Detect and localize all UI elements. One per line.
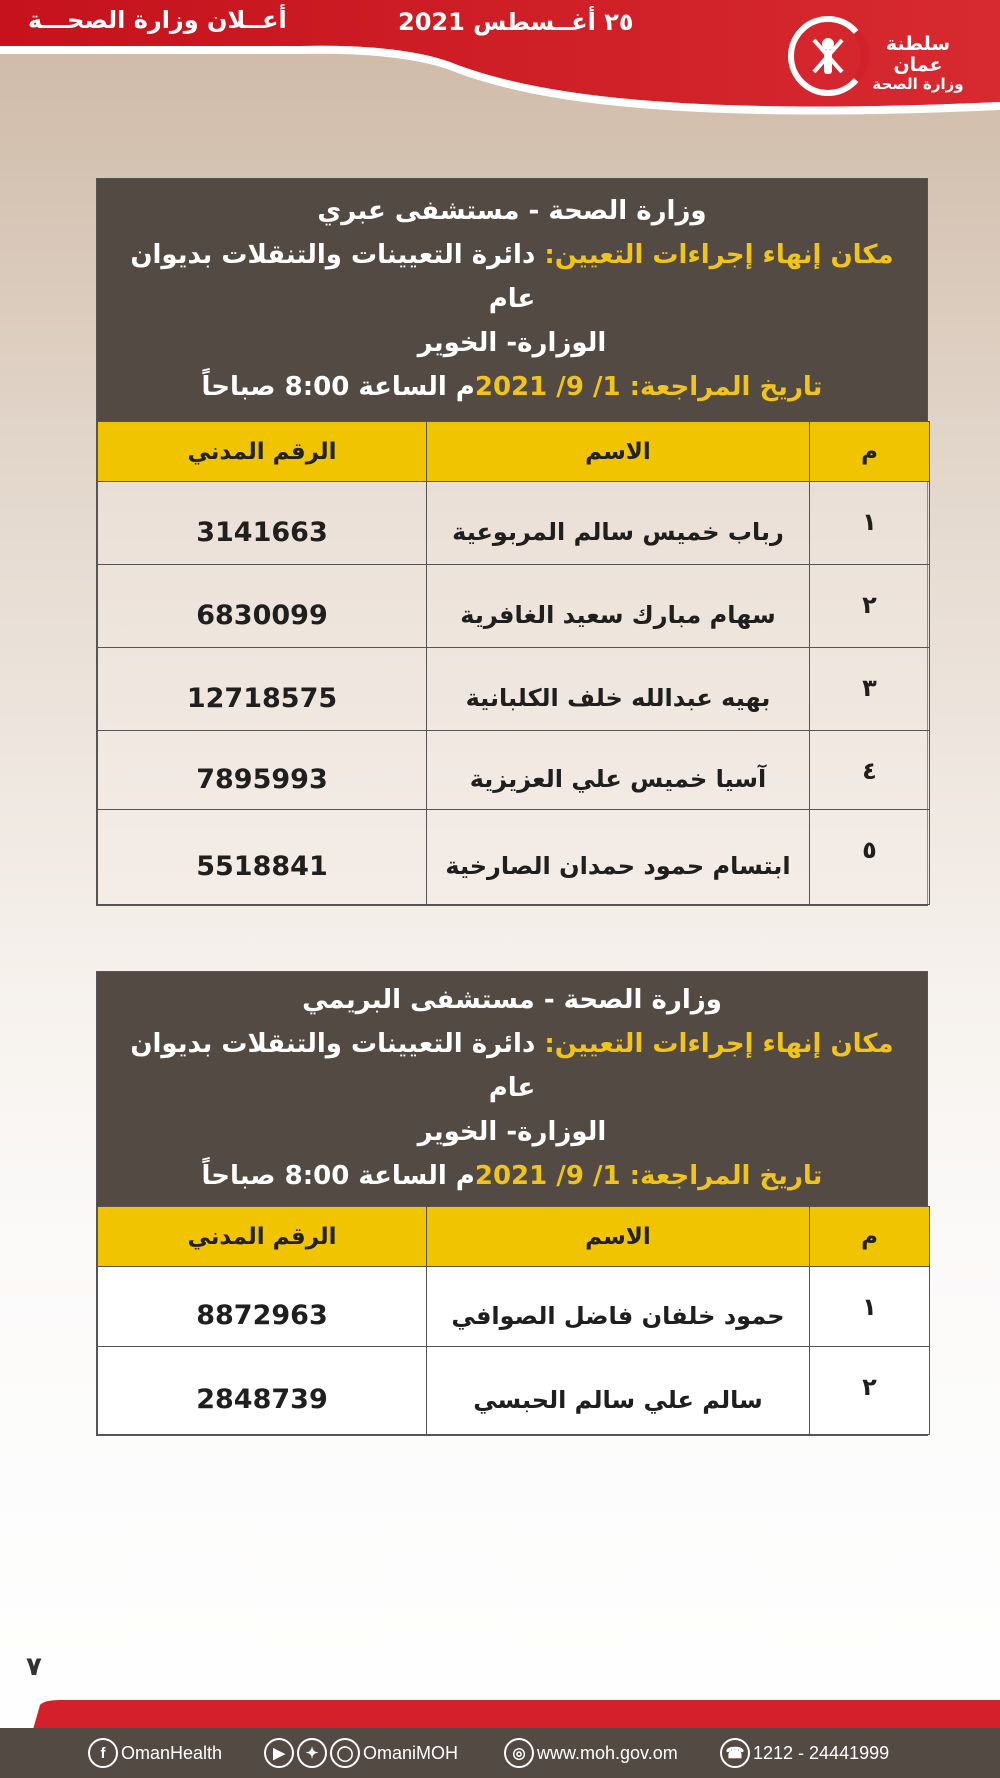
place-value-cont: الوزارة- الخوير [417, 1117, 607, 1147]
place-value-cont: الوزارة- الخوير [417, 328, 607, 358]
row-name: رباب خميس سالم المربوعية [427, 482, 810, 565]
review-date-value: 1/ 9/ 2021 [474, 1161, 621, 1191]
ministry-logo-text [862, 34, 974, 92]
place-line [127, 233, 897, 321]
social-links[interactable] [264, 1734, 458, 1772]
social-handle: OmaniMOH [363, 1742, 459, 1763]
footer-bar [0, 1728, 1000, 1778]
row-number: ١ [810, 482, 930, 565]
place-label: مكان إنهاء إجراءات التعيين: [544, 1029, 894, 1059]
hospital-section-buraimi [96, 971, 928, 1436]
twitter-icon: ✦ [297, 1738, 327, 1768]
globe-icon: ◎ [504, 1738, 534, 1768]
place-line [127, 1022, 897, 1110]
review-date-line [127, 365, 897, 409]
column-header-civil-id: الرقم المدني [98, 422, 427, 482]
row-civil-id: 12718575 [98, 648, 427, 731]
row-number: ١ [810, 1267, 930, 1347]
column-header-name: الاسم [427, 422, 810, 482]
column-header-name: الاسم [427, 1207, 810, 1267]
review-date-label: تاريخ المراجعة: [629, 372, 823, 402]
place-value: دائرة التعيينات والتنقلات بديوان عام [130, 1029, 536, 1103]
row-number: ٥ [810, 810, 930, 905]
row-name: سالم علي سالم الحبسي [427, 1347, 810, 1435]
place-label: مكان إنهاء إجراءات التعيين: [544, 240, 894, 270]
place-value: دائرة التعيينات والتنقلات بديوان عام [130, 240, 536, 314]
table-header-row [98, 1207, 930, 1267]
table-row [98, 482, 930, 565]
table-row [98, 648, 930, 731]
row-civil-id: 8872963 [98, 1267, 427, 1347]
review-date-line [127, 1154, 897, 1198]
column-header-civil-id: الرقم المدني [98, 1207, 427, 1267]
phone-number: 1212 - 24441999 [753, 1742, 890, 1763]
row-name: ابتسام حمود حمدان الصارخية [427, 810, 810, 905]
page-footer [0, 1700, 1000, 1778]
row-name: سهام مبارك سعيد الغافرية [427, 565, 810, 648]
ministry-emblem-icon [786, 14, 870, 98]
page-number: ٧ [26, 1652, 42, 1682]
section-heading [97, 179, 927, 421]
appointees-table [97, 1206, 930, 1435]
hospital-section-ibri [96, 178, 928, 906]
table-header-row [98, 422, 930, 482]
website-url: www.moh.gov.om [537, 1742, 678, 1763]
phone-icon: ☎ [720, 1738, 750, 1768]
facebook-icon: f [88, 1738, 118, 1768]
section-heading [97, 972, 927, 1206]
row-civil-id: 2848739 [98, 1347, 427, 1435]
column-header-number: م [810, 1207, 930, 1267]
row-name: حمود خلفان فاضل الصوافي [427, 1267, 810, 1347]
phone-link[interactable] [720, 1734, 889, 1772]
logo-line-1: سلطنة عمان [885, 33, 951, 76]
row-number: ٢ [810, 1347, 930, 1435]
appointees-table [97, 421, 930, 905]
row-number: ٢ [810, 565, 930, 648]
announcement-date: ٢٥ أغــسطس 2021 [398, 8, 634, 36]
row-civil-id: 7895993 [98, 731, 427, 810]
row-number: ٤ [810, 731, 930, 810]
table-row [98, 810, 930, 905]
review-time-value: م الساعة 8:00 صباحاً [201, 372, 475, 402]
section-title: وزارة الصحة - مستشفى عبري [317, 196, 707, 226]
table-row [98, 565, 930, 648]
facebook-handle: OmanHealth [121, 1742, 223, 1763]
row-name: بهيه عبدالله خلف الكلبانية [427, 648, 810, 731]
row-name: آسيا خميس علي العزيزية [427, 731, 810, 810]
table-row [98, 1347, 930, 1435]
youtube-icon: ▶ [264, 1738, 294, 1768]
instagram-icon: ◯ [330, 1738, 360, 1768]
row-number: ٣ [810, 648, 930, 731]
logo-line-2: وزارة الصحة [872, 74, 964, 93]
table-row [98, 731, 930, 810]
row-civil-id: 6830099 [98, 565, 427, 648]
table-row [98, 1267, 930, 1347]
review-time-value: م الساعة 8:00 صباحاً [201, 1161, 475, 1191]
row-civil-id: 3141663 [98, 482, 427, 565]
review-date-label: تاريخ المراجعة: [629, 1161, 823, 1191]
review-date-value: 1/ 9/ 2021 [474, 372, 621, 402]
facebook-link[interactable] [88, 1734, 222, 1772]
section-title: وزارة الصحة - مستشفى البريمي [302, 985, 722, 1015]
announcement-title: أعــلان وزارة الصحـــة [28, 6, 287, 34]
page-header [0, 0, 1000, 120]
row-civil-id: 5518841 [98, 810, 427, 905]
website-link[interactable] [504, 1734, 678, 1772]
column-header-number: م [810, 422, 930, 482]
